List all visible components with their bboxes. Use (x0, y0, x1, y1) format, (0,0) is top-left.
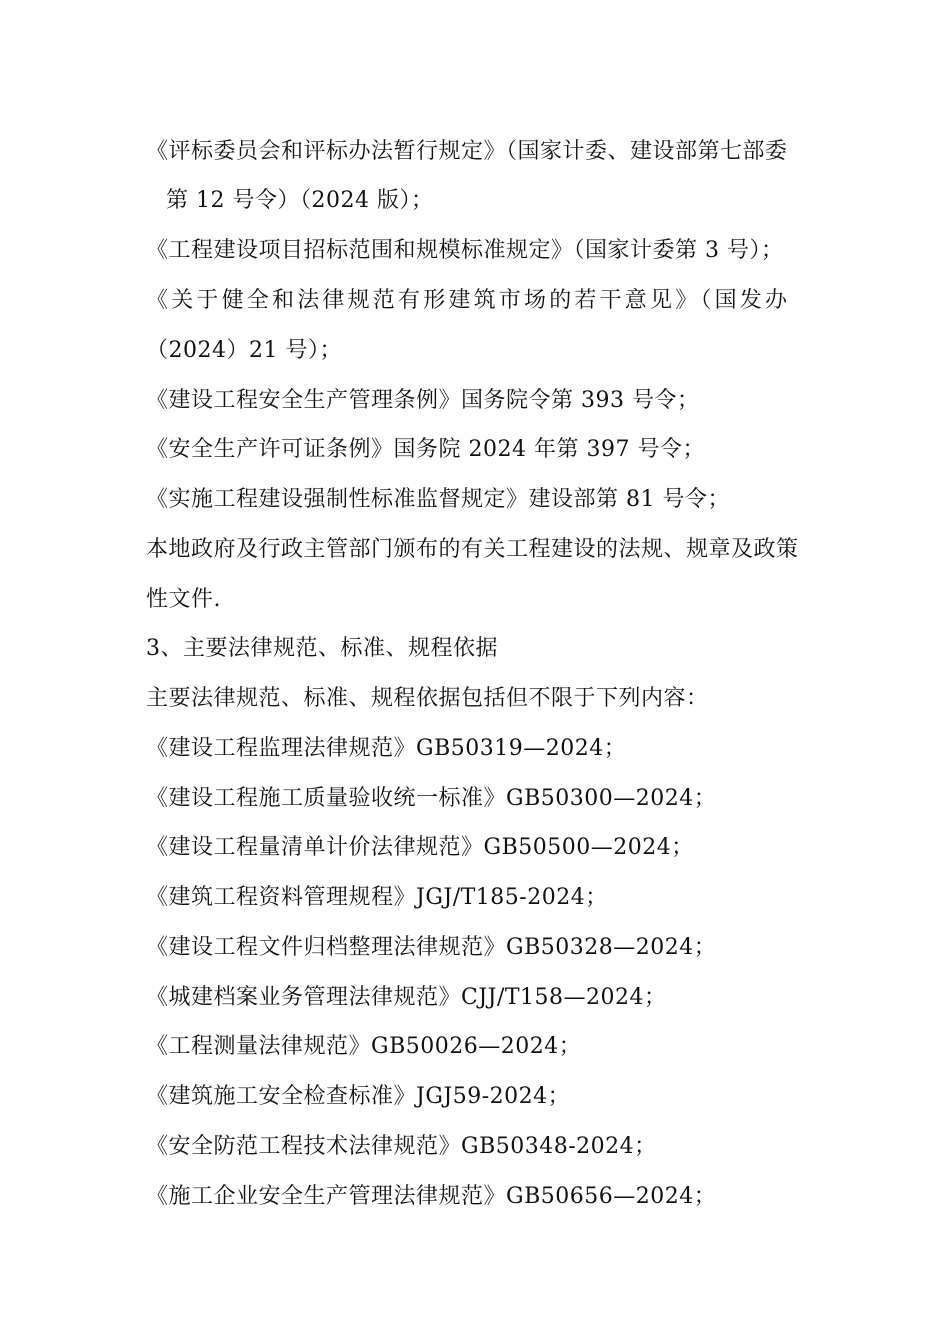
text-line: 《评标委员会和评标办法暂行规定》（国家计委、建设部第七部委 (146, 139, 788, 164)
list-item: 《建设工程文件归档整理法律规范》GB50328—2024； (146, 935, 717, 960)
list-item: 《安全防范工程技术法律规范》GB50348-2024； (146, 1134, 657, 1159)
section-heading: 3、主要法律规范、标准、规程依据 (146, 636, 498, 661)
list-item: 《建筑施工安全检查标准》JGJ59-2024； (146, 1084, 571, 1109)
text-line: 《关于健全和法律规范有形建筑市场的若干意见》（国发办 (146, 288, 791, 313)
text-line: 《建设工程安全生产管理条例》国务院令第 393 号令； (146, 388, 700, 413)
text-line: 本地政府及行政主管部门颁布的有关工程建设的法规、规章及政策 (146, 537, 799, 562)
list-item: 《施工企业安全生产管理法律规范》GB50656—2024； (146, 1184, 717, 1209)
list-item: 《建筑工程资料管理规程》JGJ/T185-2024； (146, 885, 608, 910)
text-line: 《工程建设项目招标范围和规模标准规定》（国家计委第 3 号）； (146, 238, 784, 263)
list-item: 《建设工程量清单计价法律规范》GB50500—2024； (146, 835, 694, 860)
list-item: 《建设工程施工质量验收统一标准》GB50300—2024； (146, 786, 717, 811)
text-line: （2024）21 号）； (146, 338, 342, 363)
list-item: 《城建档案业务管理法律规范》CJJ/T158—2024； (146, 985, 667, 1010)
text-line: 《安全生产许可证条例》国务院 2024 年第 397 号令； (146, 437, 705, 462)
text-line: 主要法律规范、标准、规程依据包括但不限于下列内容： (146, 686, 709, 711)
text-line: 第 12 号令）（2024 版）； (166, 188, 434, 213)
list-item: 《建设工程监理法律规范》GB50319—2024； (146, 736, 627, 761)
text-line: 性文件. (146, 587, 221, 612)
list-item: 《工程测量法律规范》GB50026—2024； (146, 1034, 582, 1059)
text-line: 《实施工程建设强制性标准监督规定》建设部第 81 号令； (146, 487, 730, 512)
